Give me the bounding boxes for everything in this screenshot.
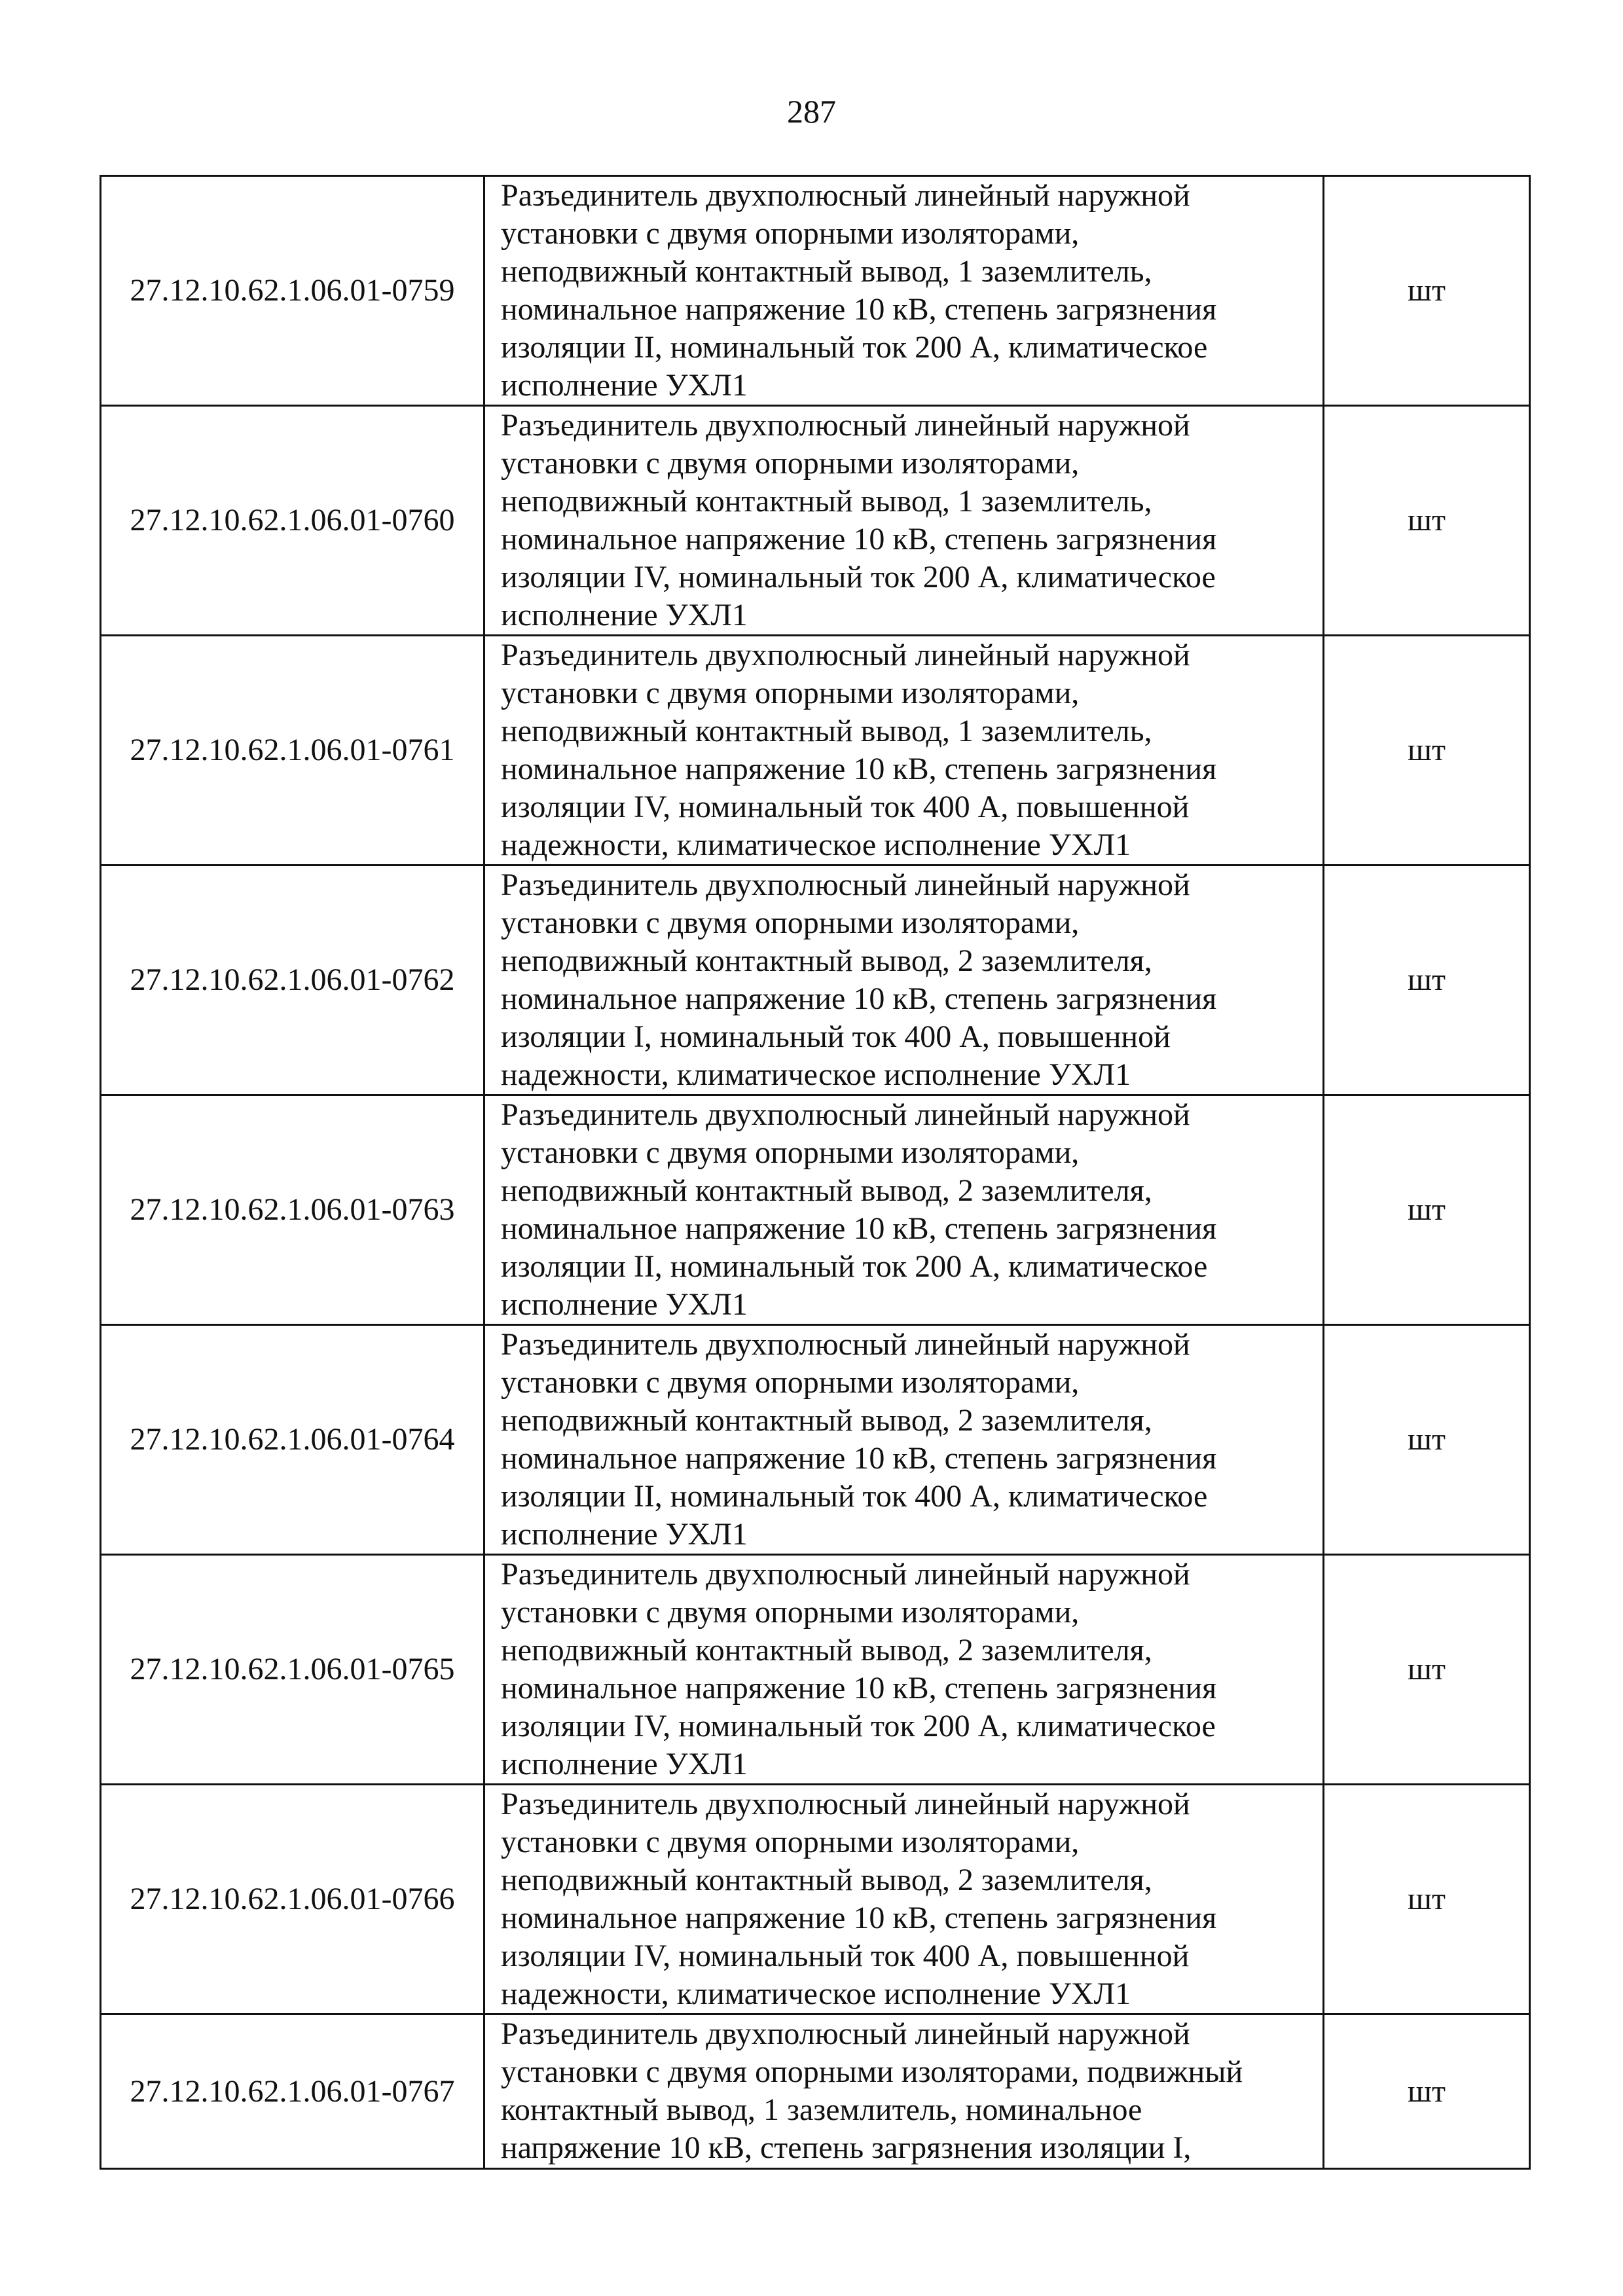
resource-table: [100, 175, 1531, 2170]
resource-code: 27.12.10.62.1.06.01-0759: [101, 176, 484, 406]
resource-description: Разъединитель двухполюсный линейный наружной установки с двумя опорными изоляторами, неподвижный контактный вывод, 2 заземлителя, номинальное напряжение 10 кВ, степень загрязнения изоляции IV, номинальный ток 400 А, повышенной надежности, климатическое исполнение УХЛ1: [484, 1785, 1324, 2014]
table-row: [101, 866, 1530, 1095]
page-number: 287: [787, 93, 836, 130]
table-row: [101, 1095, 1530, 1325]
table-row: [101, 2014, 1530, 2169]
resource-code: 27.12.10.62.1.06.01-0760: [101, 406, 484, 636]
unit-of-measure: шт: [1324, 1785, 1530, 2014]
table-row: [101, 1555, 1530, 1785]
resource-code: 27.12.10.62.1.06.01-0762: [101, 866, 484, 1095]
table-row: [101, 406, 1530, 636]
resource-description: Разъединитель двухполюсный линейный наружной установки с двумя опорными изоляторами, неподвижный контактный вывод, 1 заземлитель, номинальное напряжение 10 кВ, степень загрязнения изоляции IV, номинальный ток 200 А, климатическое исполнение УХЛ1: [484, 406, 1324, 636]
resource-code: 27.12.10.62.1.06.01-0767: [101, 2014, 484, 2169]
unit-of-measure: шт: [1324, 2014, 1530, 2169]
unit-of-measure: шт: [1324, 1095, 1530, 1325]
unit-of-measure: шт: [1324, 1555, 1530, 1785]
table-row: [101, 636, 1530, 866]
unit-of-measure: шт: [1324, 406, 1530, 636]
resource-description: Разъединитель двухполюсный линейный наружной установки с двумя опорными изоляторами, неподвижный контактный вывод, 1 заземлитель, номинальное напряжение 10 кВ, степень загрязнения изоляции II, номинальный ток 200 А, климатическое исполнение УХЛ1: [484, 176, 1324, 406]
resource-code: 27.12.10.62.1.06.01-0761: [101, 636, 484, 866]
unit-of-measure: шт: [1324, 866, 1530, 1095]
resource-code: 27.12.10.62.1.06.01-0764: [101, 1325, 484, 1555]
resource-code: 27.12.10.62.1.06.01-0765: [101, 1555, 484, 1785]
resource-code: 27.12.10.62.1.06.01-0763: [101, 1095, 484, 1325]
unit-of-measure: шт: [1324, 636, 1530, 866]
resource-description: Разъединитель двухполюсный линейный наружной установки с двумя опорными изоляторами, неподвижный контактный вывод, 1 заземлитель, номинальное напряжение 10 кВ, степень загрязнения изоляции IV, номинальный ток 400 А, повышенной надежности, климатическое исполнение УХЛ1: [484, 636, 1324, 866]
unit-of-measure: шт: [1324, 1325, 1530, 1555]
resource-description: Разъединитель двухполюсный линейный наружной установки с двумя опорными изоляторами, неподвижный контактный вывод, 2 заземлителя, номинальное напряжение 10 кВ, степень загрязнения изоляции IV, номинальный ток 200 А, климатическое исполнение УХЛ1: [484, 1555, 1324, 1785]
resource-description: Разъединитель двухполюсный линейный наружной установки с двумя опорными изоляторами, неподвижный контактный вывод, 2 заземлителя, номинальное напряжение 10 кВ, степень загрязнения изоляции II, номинальный ток 200 А, климатическое исполнение УХЛ1: [484, 1095, 1324, 1325]
resource-code: 27.12.10.62.1.06.01-0766: [101, 1785, 484, 2014]
resource-description: Разъединитель двухполюсный линейный наружной установки с двумя опорными изоляторами, неподвижный контактный вывод, 2 заземлителя, номинальное напряжение 10 кВ, степень загрязнения изоляции II, номинальный ток 400 А, климатическое исполнение УХЛ1: [484, 1325, 1324, 1555]
resource-description: Разъединитель двухполюсный линейный наружной установки с двумя опорными изоляторами, неподвижный контактный вывод, 2 заземлителя, номинальное напряжение 10 кВ, степень загрязнения изоляции I, номинальный ток 400 А, повышенной надежности, климатическое исполнение УХЛ1: [484, 866, 1324, 1095]
unit-of-measure: шт: [1324, 176, 1530, 406]
resource-description: Разъединитель двухполюсный линейный наружной установки с двумя опорными изоляторами, подвижный контактный вывод, 1 заземлитель, номинальное напряжение 10 кВ, степень загрязнения изоляции I,: [484, 2014, 1324, 2169]
table-row: [101, 1785, 1530, 2014]
resource-table-body: [101, 176, 1530, 2169]
table-row: [101, 1325, 1530, 1555]
table-row: [101, 176, 1530, 406]
